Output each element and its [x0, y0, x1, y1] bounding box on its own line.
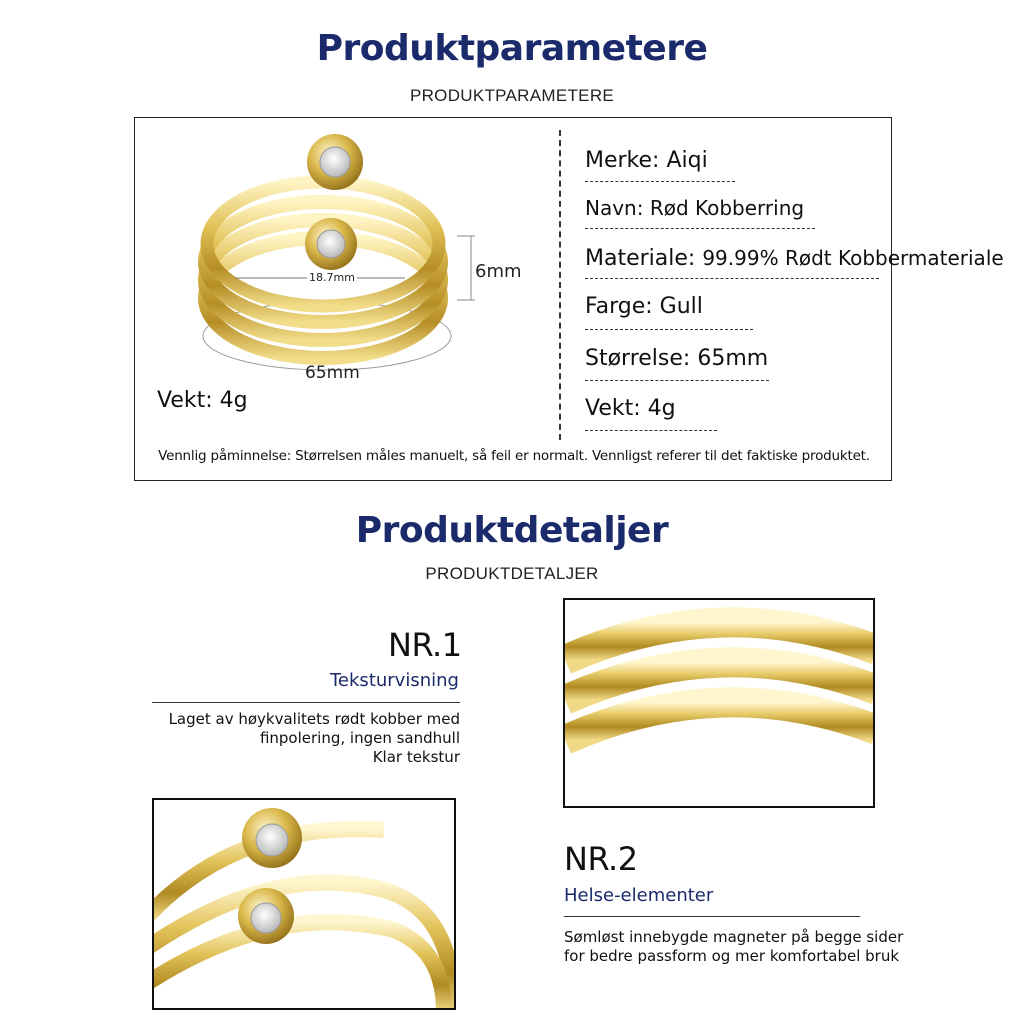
- spec-brand: Merke: Aiqi: [585, 148, 708, 173]
- circumference-label: 65mm: [305, 363, 360, 383]
- detail-2-rule: [564, 916, 860, 917]
- detail-2-heading: Helse-elementer: [564, 885, 714, 906]
- section-title-details: Produktdetaljer: [355, 510, 669, 551]
- spec-size: Størrelse: 65mm: [585, 346, 769, 371]
- spec-material: [585, 246, 1004, 271]
- detail-1-description: [152, 710, 460, 767]
- texture-closeup-photo: [563, 598, 875, 808]
- height-label: 6mm: [475, 261, 522, 282]
- detail-2-number: NR.2: [564, 840, 638, 878]
- section-title-parameters: Produktparametere: [316, 28, 708, 69]
- detail-1-rule: [152, 702, 460, 703]
- spec-name: Navn: Rød Kobberring: [585, 196, 805, 220]
- detail-1-line: Laget av høykvalitets rødt kobber med: [168, 710, 460, 728]
- spec-divider: [585, 228, 815, 229]
- spec-divider: [585, 329, 753, 330]
- parameter-box: [134, 117, 1004, 481]
- magnet-closeup-photo: [152, 798, 456, 1010]
- spec-divider: [585, 278, 879, 279]
- spec-divider: [585, 181, 735, 182]
- section-subtitle-parameters: PRODUKTPARAMETERE: [409, 86, 615, 105]
- detail-2-line: for bedre passform og mer komfortabel bruk: [564, 947, 900, 965]
- detail-1-number: NR.1: [388, 626, 462, 664]
- vertical-divider: [559, 130, 561, 440]
- spec-divider: [585, 380, 769, 381]
- section-subtitle-details: PRODUKTDETALJER: [425, 564, 599, 583]
- inner-diameter-label: 18.7mm: [309, 271, 355, 284]
- spec-material-value: 99.99% Rødt Kobbermateriale: [702, 246, 1004, 270]
- weight-label-left: Vekt: 4g: [157, 388, 248, 413]
- detail-1-line: finpolering, ingen sandhull: [259, 729, 460, 747]
- spec-material-label: Materiale:: [585, 246, 696, 271]
- spec-color: Farge: Gull: [585, 294, 703, 319]
- detail-1-line: Klar tekstur: [372, 748, 460, 766]
- reminder-note: Vennlig påminnelse: Størrelsen måles manuelt, så feil er normalt. Vennligst referer til det faktiske produktet.: [158, 448, 870, 464]
- spec-weight: Vekt: 4g: [585, 396, 676, 421]
- detail-2-description: [564, 928, 904, 966]
- detail-1-heading: Teksturvisning: [330, 670, 459, 691]
- detail-2-line: Sømløst innebygde magneter på begge sider: [564, 928, 904, 946]
- spec-divider: [585, 430, 717, 431]
